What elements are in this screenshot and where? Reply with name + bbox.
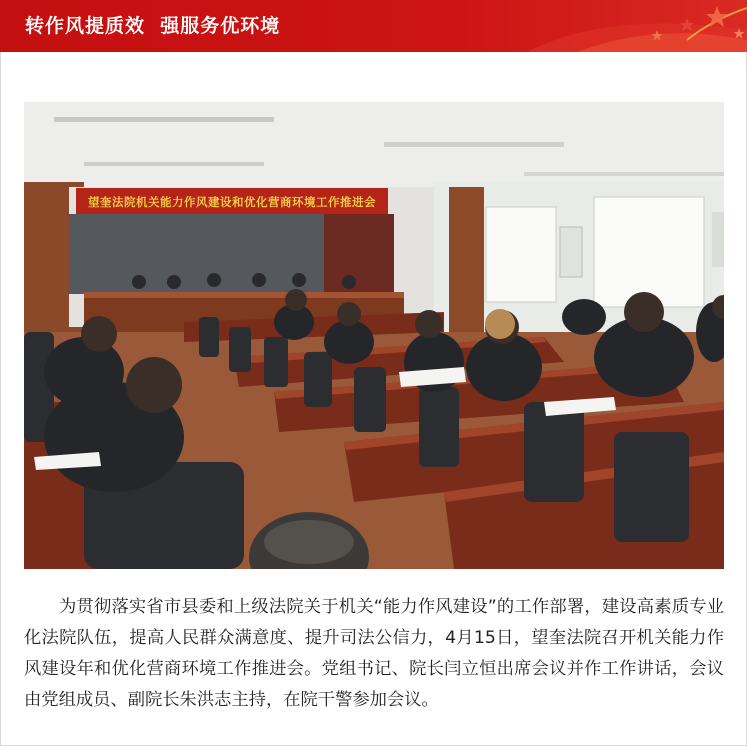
stage-banner-text: 望奎法院机关能力作风建设和优化营商环境工作推进会 [88, 195, 376, 209]
meeting-photo [24, 102, 724, 569]
page-title: 转作风提质效 强服务优环境 [25, 15, 281, 37]
header-banner [0, 0, 747, 52]
article-paragraph: 为贯彻落实省市县委和上级法院关于机关“能力作风建设”的工作部署，建设高素质专业化法院队伍，提高人民群众满意度、提升司法公信力，4月15日，望奎法院召开机关能力作风建设年和优化营商环境工作推进会。党组书记、院长闫立恒出席会议并作工作讲话，会议由党组成员、副院长朱洪志主持，在院干警参加会议。 [24, 597, 724, 710]
meeting-photo-illustration [24, 102, 724, 569]
star-ribbon-decoration [487, 0, 747, 52]
